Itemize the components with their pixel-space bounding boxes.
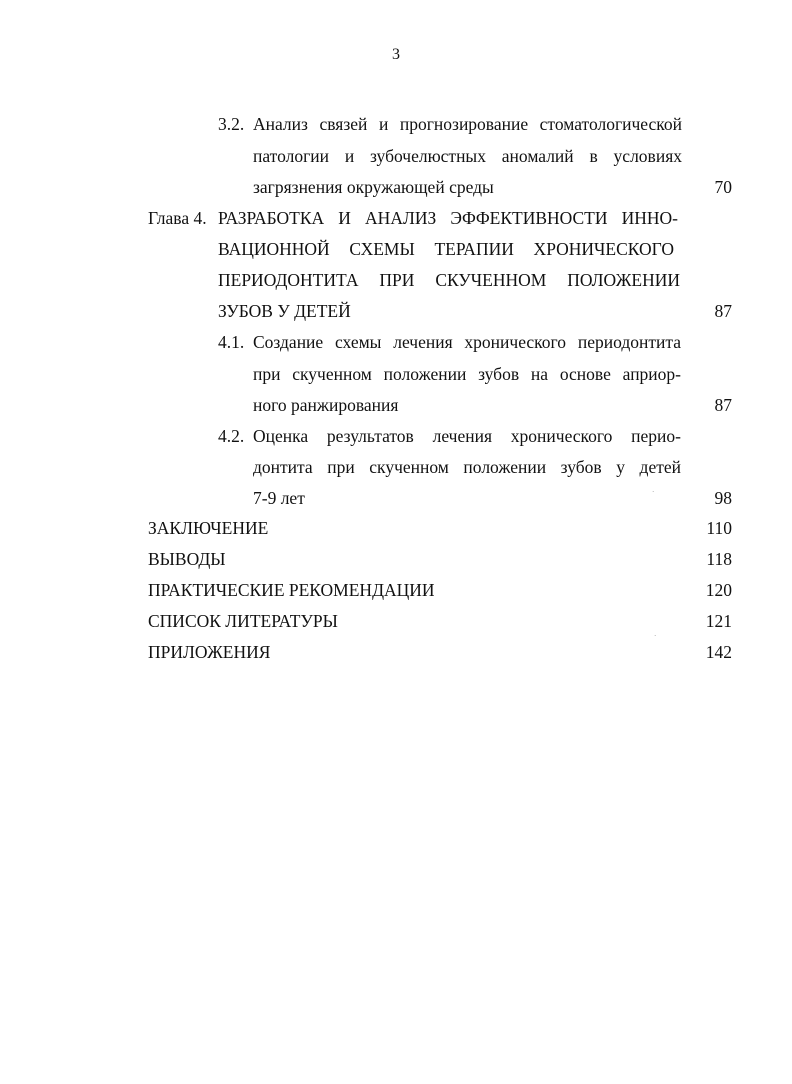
toc-backmatter-page: 120: [705, 580, 732, 600]
toc-backmatter-page: 121: [705, 611, 732, 631]
toc-chapter-4-prefix: Глава 4.: [148, 208, 207, 228]
toc-entry-4-1-line-3: ного ранжирования: [253, 395, 399, 415]
toc-entry-4-2-line-1: Оценка результатов лечения хронического перио-: [253, 426, 681, 446]
toc-entry-3-2-number: 3.2.: [218, 114, 245, 134]
toc-entry-3-2-page: 70: [714, 177, 732, 197]
toc-entry-4-2-number: 4.2.: [218, 426, 245, 446]
toc-entry-4-2-line-3: 7-9 лет: [253, 488, 305, 508]
page-number: 3: [392, 46, 400, 63]
toc-entry-4-1-line-2: при скученном положении зубов на основе априор-: [253, 364, 681, 384]
toc-backmatter-title: СПИСОК ЛИТЕРАТУРЫ: [148, 611, 338, 631]
toc-entry-4-1-number: 4.1.: [218, 332, 245, 352]
toc-entry-4-2-line-2: донтита при скученном положении зубов у детей: [253, 457, 681, 477]
toc-chapter-4-line-1: РАЗРАБОТКА И АНАЛИЗ ЭФФЕКТИВНОСТИ ИННО-: [218, 208, 678, 228]
toc-backmatter-page: 110: [706, 518, 732, 538]
toc-entry-4-2-page: 98: [714, 488, 732, 508]
toc-chapter-4-line-3: ПЕРИОДОНТИТА ПРИ СКУЧЕННОМ ПОЛОЖЕНИИ: [218, 270, 680, 290]
scan-speck: ·: [654, 632, 657, 640]
toc-backmatter-page: 118: [706, 549, 732, 569]
toc-backmatter-title: ЗАКЛЮЧЕНИЕ: [148, 518, 269, 538]
toc-entry-4-1-page: 87: [714, 395, 732, 415]
toc-backmatter-title: ПРИЛОЖЕНИЯ: [148, 642, 271, 662]
toc-chapter-4-line-4: ЗУБОВ У ДЕТЕЙ: [218, 301, 351, 321]
toc-backmatter-title: ВЫВОДЫ: [148, 549, 226, 569]
toc-backmatter-title: ПРАКТИЧЕСКИЕ РЕКОМЕНДАЦИИ: [148, 580, 435, 600]
toc-entry-3-2-line-1: Анализ связей и прогнозирование стоматологической: [253, 114, 682, 134]
toc-backmatter-page: 142: [705, 642, 732, 662]
scan-speck: ·: [652, 488, 655, 496]
toc-entry-3-2-line-3: загрязнения окружающей среды: [253, 177, 494, 197]
toc-chapter-4-line-2: ВАЦИОННОЙ СХЕМЫ ТЕРАПИИ ХРОНИЧЕСКОГО: [218, 239, 674, 259]
toc-entry-4-1-line-1: Создание схемы лечения хронического периодонтита: [253, 332, 681, 352]
toc-entry-3-2-line-2: патологии и зубочелюстных аномалий в условиях: [253, 146, 682, 166]
toc-chapter-4-page: 87: [714, 301, 732, 321]
